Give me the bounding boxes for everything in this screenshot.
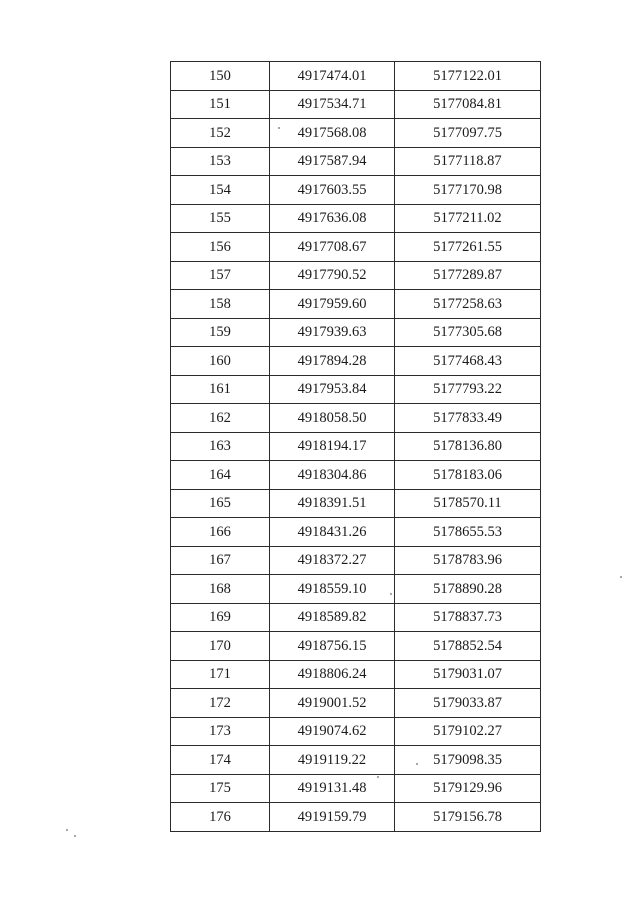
- table-row: [171, 461, 541, 490]
- point-number-cell: 150: [171, 62, 270, 91]
- point-number-cell: 167: [171, 546, 270, 575]
- table-row: [171, 717, 541, 746]
- table-row: [171, 261, 541, 290]
- point-number-cell: 169: [171, 603, 270, 632]
- y-coordinate-cell: 5178852.54: [395, 632, 541, 661]
- x-coordinate-cell: 4917708.67: [270, 233, 395, 262]
- y-coordinate-cell: 5179098.35: [395, 746, 541, 775]
- x-coordinate-cell: 4918058.50: [270, 404, 395, 433]
- table-row: [171, 204, 541, 233]
- x-coordinate-cell: 4919159.79: [270, 803, 395, 832]
- point-number-cell: 154: [171, 176, 270, 205]
- x-coordinate-cell: 4917474.01: [270, 62, 395, 91]
- y-coordinate-cell: 5179156.78: [395, 803, 541, 832]
- point-number-cell: 175: [171, 774, 270, 803]
- table-row: [171, 176, 541, 205]
- scan-speck: [390, 593, 392, 595]
- point-number-cell: 153: [171, 147, 270, 176]
- point-number-cell: 170: [171, 632, 270, 661]
- x-coordinate-cell: 4919131.48: [270, 774, 395, 803]
- coordinates-table: [170, 61, 541, 832]
- scan-speck: [416, 763, 418, 765]
- table-row: [171, 290, 541, 319]
- point-number-cell: 160: [171, 347, 270, 376]
- scan-speck: [66, 829, 68, 831]
- x-coordinate-cell: 4918756.15: [270, 632, 395, 661]
- y-coordinate-cell: 5177122.01: [395, 62, 541, 91]
- x-coordinate-cell: 4918589.82: [270, 603, 395, 632]
- point-number-cell: 151: [171, 90, 270, 119]
- y-coordinate-cell: 5179033.87: [395, 689, 541, 718]
- table-row: [171, 632, 541, 661]
- point-number-cell: 166: [171, 518, 270, 547]
- table-row: [171, 62, 541, 91]
- scan-speck: [377, 776, 379, 778]
- y-coordinate-cell: 5177305.68: [395, 318, 541, 347]
- x-coordinate-cell: 4917587.94: [270, 147, 395, 176]
- table-row: [171, 147, 541, 176]
- y-coordinate-cell: 5177289.87: [395, 261, 541, 290]
- y-coordinate-cell: 5177118.87: [395, 147, 541, 176]
- y-coordinate-cell: 5177468.43: [395, 347, 541, 376]
- point-number-cell: 152: [171, 119, 270, 148]
- x-coordinate-cell: 4917939.63: [270, 318, 395, 347]
- table-row: [171, 660, 541, 689]
- y-coordinate-cell: 5178890.28: [395, 575, 541, 604]
- scan-speck: [620, 576, 622, 578]
- x-coordinate-cell: 4918194.17: [270, 432, 395, 461]
- table-row: [171, 90, 541, 119]
- x-coordinate-cell: 4918559.10: [270, 575, 395, 604]
- point-number-cell: 164: [171, 461, 270, 490]
- table-row: [171, 489, 541, 518]
- table-row: [171, 233, 541, 262]
- x-coordinate-cell: 4918806.24: [270, 660, 395, 689]
- point-number-cell: 173: [171, 717, 270, 746]
- table-row: [171, 689, 541, 718]
- table-body: [171, 62, 541, 832]
- point-number-cell: 157: [171, 261, 270, 290]
- x-coordinate-cell: 4917894.28: [270, 347, 395, 376]
- y-coordinate-cell: 5177261.55: [395, 233, 541, 262]
- table-row: [171, 603, 541, 632]
- point-number-cell: 158: [171, 290, 270, 319]
- x-coordinate-cell: 4917603.55: [270, 176, 395, 205]
- point-number-cell: 168: [171, 575, 270, 604]
- point-number-cell: 172: [171, 689, 270, 718]
- scan-speck: [74, 835, 76, 837]
- table-row: [171, 375, 541, 404]
- table-row: [171, 803, 541, 832]
- y-coordinate-cell: 5177833.49: [395, 404, 541, 433]
- x-coordinate-cell: 4917568.08: [270, 119, 395, 148]
- scan-speck: [278, 127, 280, 129]
- x-coordinate-cell: 4918372.27: [270, 546, 395, 575]
- y-coordinate-cell: 5177084.81: [395, 90, 541, 119]
- x-coordinate-cell: 4917636.08: [270, 204, 395, 233]
- y-coordinate-cell: 5179031.07: [395, 660, 541, 689]
- point-number-cell: 165: [171, 489, 270, 518]
- y-coordinate-cell: 5177793.22: [395, 375, 541, 404]
- x-coordinate-cell: 4918304.86: [270, 461, 395, 490]
- y-coordinate-cell: 5177097.75: [395, 119, 541, 148]
- point-number-cell: 174: [171, 746, 270, 775]
- table-row: [171, 575, 541, 604]
- y-coordinate-cell: 5178837.73: [395, 603, 541, 632]
- y-coordinate-cell: 5179102.27: [395, 717, 541, 746]
- x-coordinate-cell: 4917790.52: [270, 261, 395, 290]
- x-coordinate-cell: 4917959.60: [270, 290, 395, 319]
- point-number-cell: 161: [171, 375, 270, 404]
- point-number-cell: 156: [171, 233, 270, 262]
- x-coordinate-cell: 4919074.62: [270, 717, 395, 746]
- x-coordinate-cell: 4917534.71: [270, 90, 395, 119]
- table-row: [171, 347, 541, 376]
- y-coordinate-cell: 5178136.80: [395, 432, 541, 461]
- table-row: [171, 119, 541, 148]
- x-coordinate-cell: 4918391.51: [270, 489, 395, 518]
- table-row: [171, 318, 541, 347]
- x-coordinate-cell: 4917953.84: [270, 375, 395, 404]
- table-row: [171, 746, 541, 775]
- y-coordinate-cell: 5178783.96: [395, 546, 541, 575]
- y-coordinate-cell: 5177211.02: [395, 204, 541, 233]
- point-number-cell: 159: [171, 318, 270, 347]
- point-number-cell: 155: [171, 204, 270, 233]
- x-coordinate-cell: 4919001.52: [270, 689, 395, 718]
- y-coordinate-cell: 5178655.53: [395, 518, 541, 547]
- table-row: [171, 432, 541, 461]
- x-coordinate-cell: 4919119.22: [270, 746, 395, 775]
- table-row: [171, 518, 541, 547]
- table-row: [171, 546, 541, 575]
- y-coordinate-cell: 5179129.96: [395, 774, 541, 803]
- y-coordinate-cell: 5177170.98: [395, 176, 541, 205]
- x-coordinate-cell: 4918431.26: [270, 518, 395, 547]
- y-coordinate-cell: 5177258.63: [395, 290, 541, 319]
- point-number-cell: 176: [171, 803, 270, 832]
- point-number-cell: 162: [171, 404, 270, 433]
- y-coordinate-cell: 5178570.11: [395, 489, 541, 518]
- point-number-cell: 163: [171, 432, 270, 461]
- table-row: [171, 774, 541, 803]
- table-row: [171, 404, 541, 433]
- point-number-cell: 171: [171, 660, 270, 689]
- y-coordinate-cell: 5178183.06: [395, 461, 541, 490]
